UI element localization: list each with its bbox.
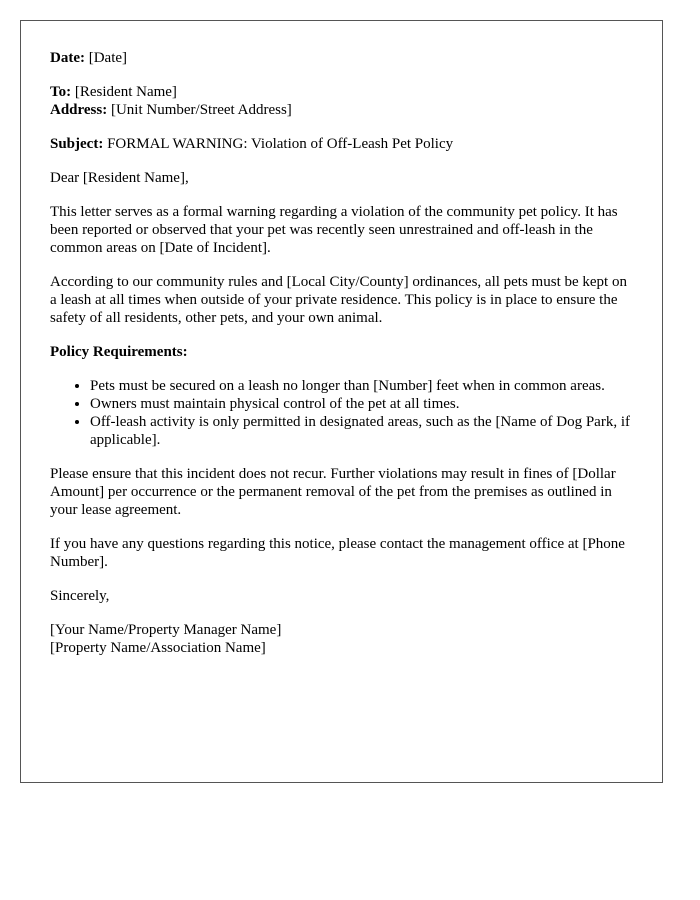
date-line: Date: [Date] xyxy=(50,50,128,66)
salutation: Dear [Resident Name], xyxy=(50,170,189,186)
closing: Sincerely, xyxy=(50,588,110,604)
list-item: • Owners must maintain physical control of the pet at all times. xyxy=(90,395,633,413)
paragraph-rules: According to our community rules and [Local City/County] ordinances, all pets must be kept on a leash at all times when outside of your private residence. This policy is in place to ensure the safety of all residents, other pets, and your own animal. xyxy=(50,274,627,326)
recipient-block: To: [Resident Name] Address: [Unit Number/Street Address] xyxy=(50,84,292,118)
paragraph-intro: This letter serves as a formal warning regarding a violation of the community pet policy. It has been reported or observed that your pet was recently seen unrestrained and off-leash in the common areas on [Date of Incident]. xyxy=(50,204,618,256)
list-item: • Pets must be secured on a leash no longer than [Number] feet when in common areas. xyxy=(90,377,633,395)
requirements-list xyxy=(50,377,633,449)
list-item: • Off-leash activity is only permitted in designated areas, such as the [Name of Dog Park, if applicable]. xyxy=(90,413,633,449)
paragraph-contact: If you have any questions regarding this notice, please contact the management office at [Phone Number]. xyxy=(50,536,625,570)
subject-line: Subject: FORMAL WARNING: Violation of Off-Leash Pet Policy xyxy=(50,136,454,152)
letter xyxy=(20,20,663,783)
signature-block: [Your Name/Property Manager Name] [Property Name/Association Name] xyxy=(50,622,282,656)
paragraph-consequences: Please ensure that this incident does not recur. Further violations may result in fines of [Dollar Amount] per occurrence or the permanent removal of the pet from the premises as outlined in your lease agreement. xyxy=(50,466,616,518)
requirements-heading: Policy Requirements: xyxy=(50,344,188,360)
